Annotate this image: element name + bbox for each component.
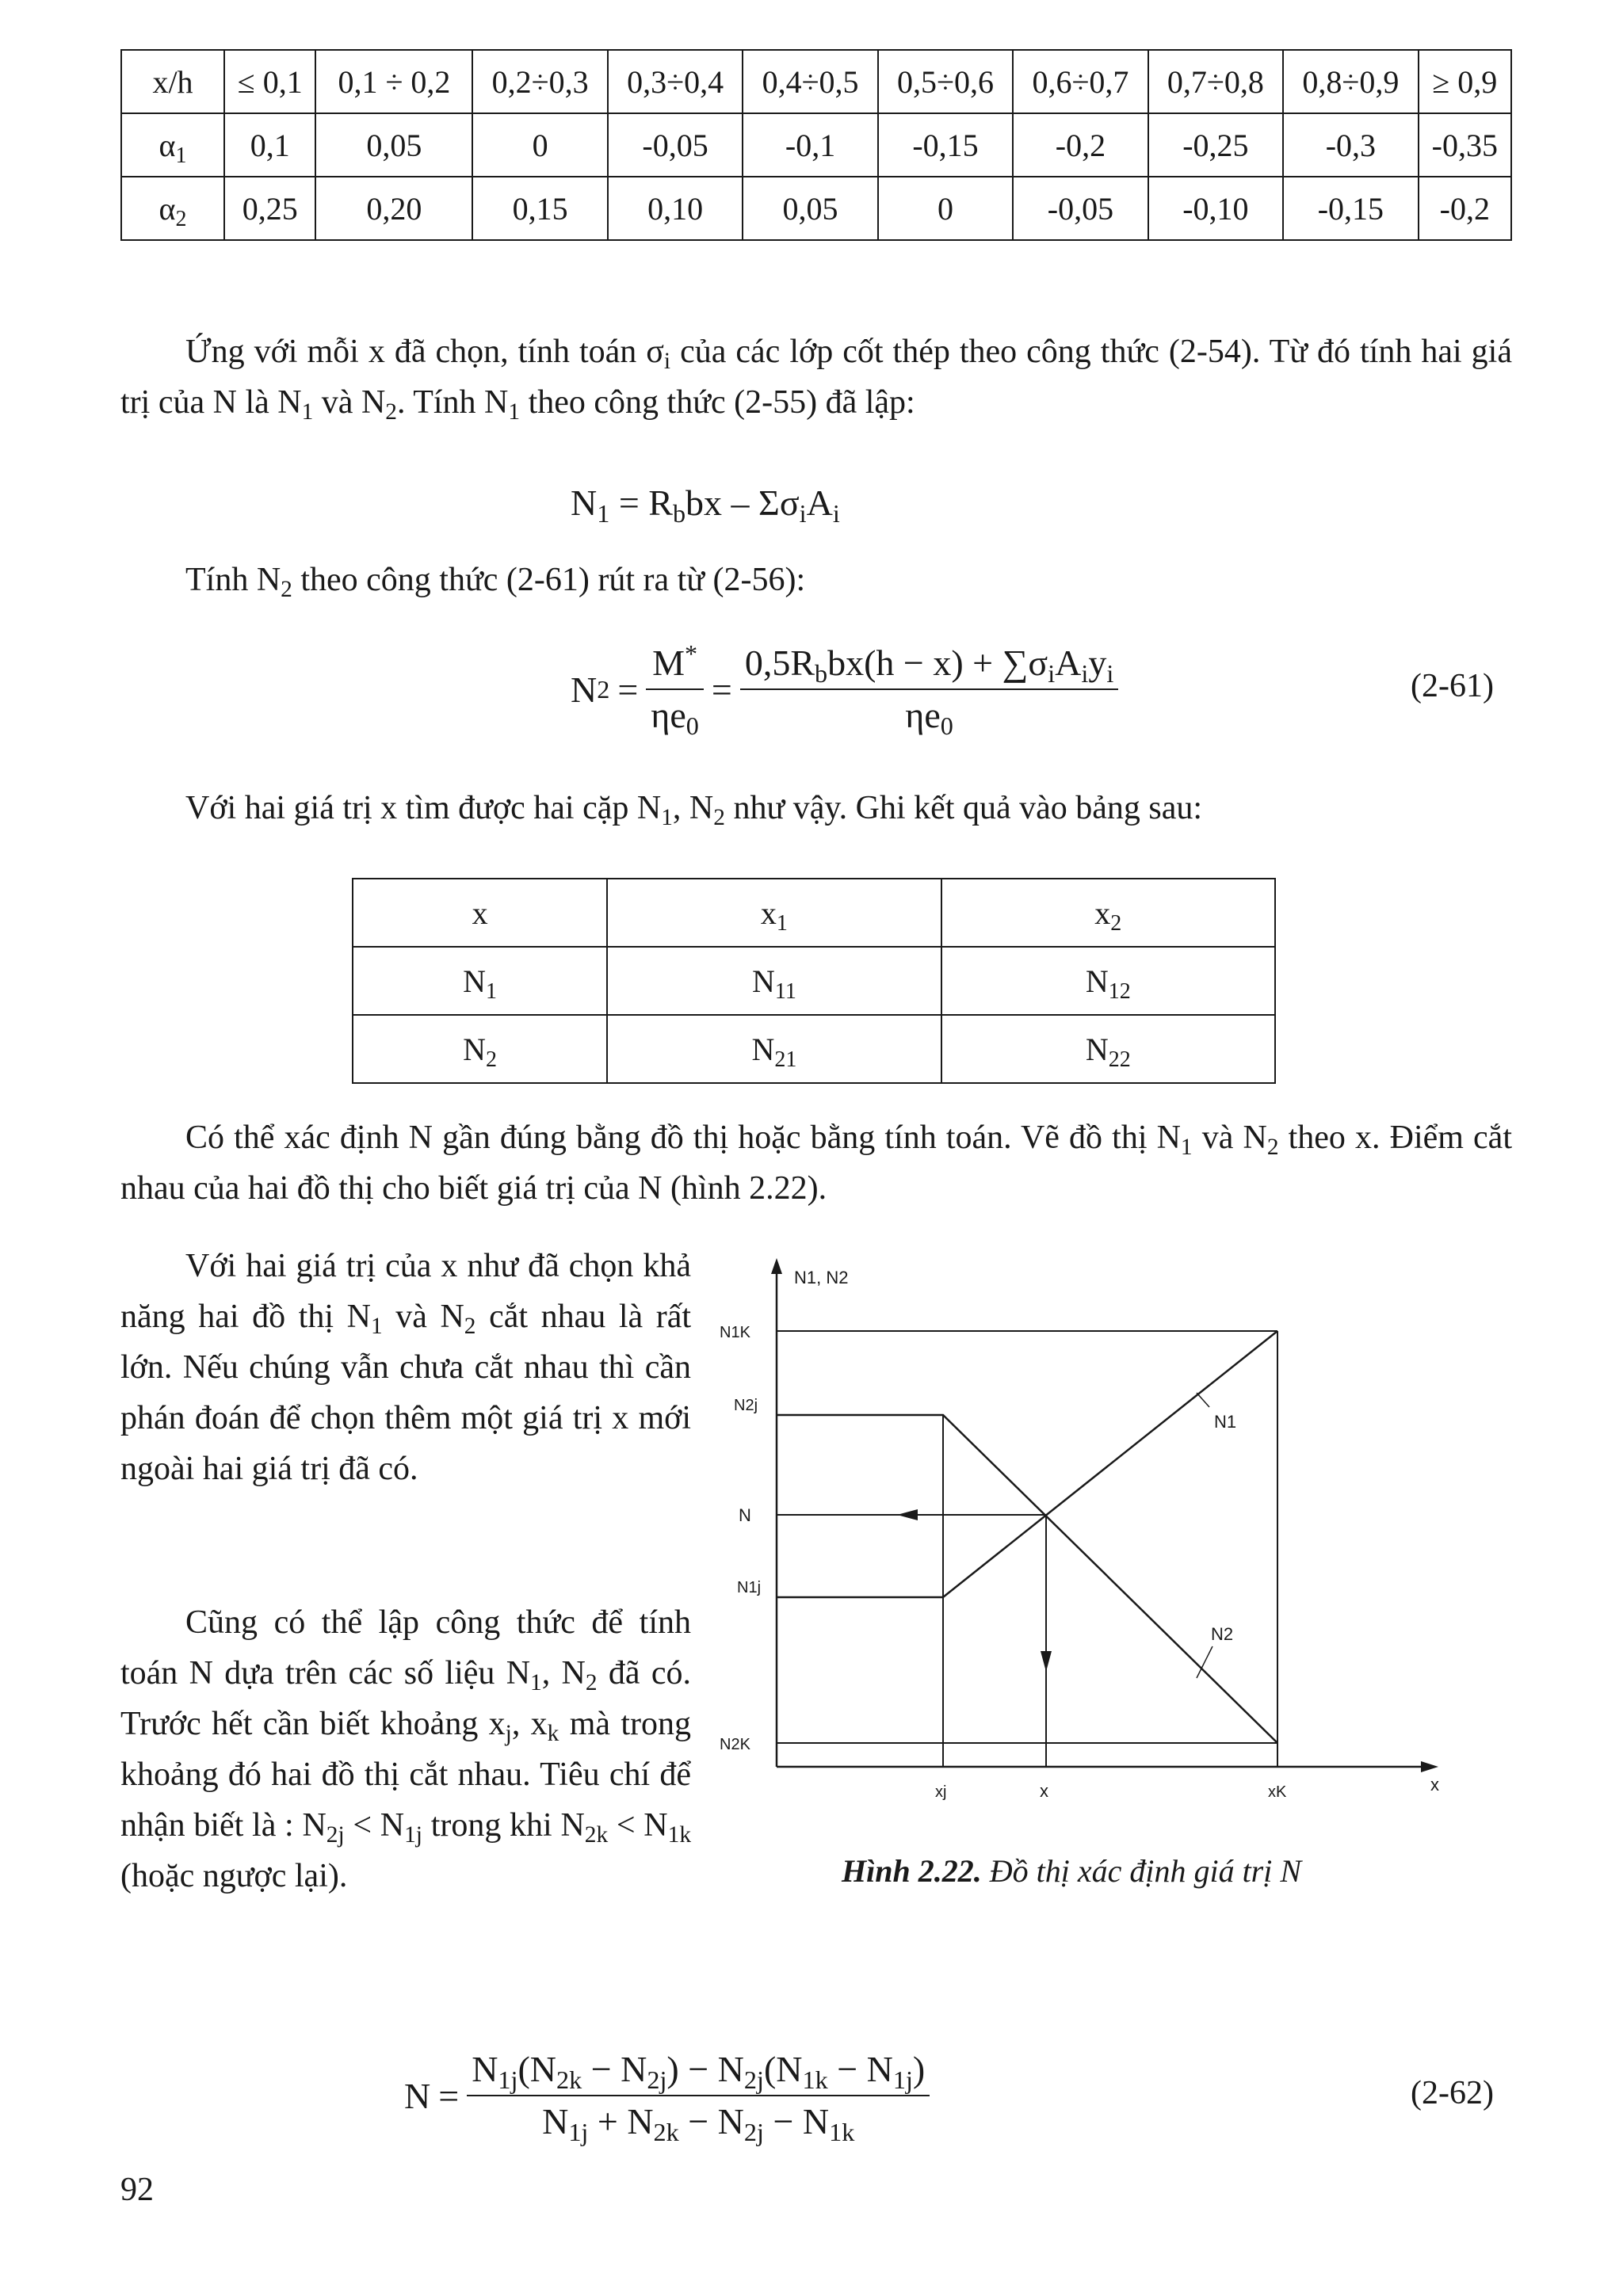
coef-cell: 0,4÷0,5 xyxy=(743,50,877,113)
coef-cell: 0,05 xyxy=(743,177,877,240)
n2-curve xyxy=(777,1415,1277,1743)
n1j-label: N1j xyxy=(737,1579,762,1596)
coef-cell: 0,1 ÷ 0,2 xyxy=(315,50,472,113)
fraction-n-formula: $\frac{N_{1j}(N_{2k} - N_{2j}) - N_{2j}(N_{1k} - N_{1j})}{N_{1j} + N_{2k} - N_{2j} - N_{1k}}$ xyxy=(467,2044,930,2147)
coef-cell: -0,2 xyxy=(1013,113,1148,177)
coefficient-table xyxy=(120,49,1512,241)
page-number: 92 xyxy=(120,2172,154,2208)
coef-cell: -0,35 xyxy=(1419,113,1511,177)
n-table-cell: $N_{11}$ xyxy=(607,947,941,1015)
paragraph-formula-method: Cũng có thể lập công thức để tính toán N dựa trên các số liệu $N_1$, $N_2$ đã có. Trước hết cần biết khoảng $x_j$, $x_k$ mà trong khoảng đó hai đồ thị cắt nhau. Tiêu chí để nhận biết là : $N_{2j} < N_{1j}$ trong khi $N_{2k} < N_{1k}$ (hoặc ngược lại). xyxy=(120,1604,692,1894)
n-table-cell: $x_2$ xyxy=(941,879,1275,947)
n1k-label: N1K xyxy=(720,1324,750,1341)
equation-2-61: N 2 = $\frac{M^*}{\eta e_0}$ = $\frac{0,5R_bbx(h - x) + \sum\sigma_iA_iy_i}{\eta e_0}$ xyxy=(571,634,1118,745)
x-label: x xyxy=(1040,1781,1048,1801)
coef-cell: 0 xyxy=(472,113,607,177)
n-table-cell: $N_2$ xyxy=(353,1015,607,1083)
coef-cell: ≥ 0,9 xyxy=(1419,50,1511,113)
equation-2-62: N = $\frac{N_{1j}(N_{2k} - N_{2j}) - N_{2j}(N_{1k} - N_{1j})}{N_{1j} + N_{2k} - N_{2j} - N_{1k}}$ xyxy=(404,2036,930,2155)
coef-cell: 0,1 xyxy=(224,113,315,177)
coef-cell: 0,10 xyxy=(608,177,743,240)
coef-cell: 0,5÷0,6 xyxy=(878,50,1013,113)
figure-2-22 xyxy=(713,1252,1506,1838)
coef-cell: 0 xyxy=(878,177,1013,240)
n-label: N xyxy=(739,1505,751,1525)
y-axis-arrow xyxy=(771,1258,782,1274)
n2k-label: N2K xyxy=(720,1736,750,1753)
equation-number-2-62: (2-62) xyxy=(1411,2075,1494,2111)
n-table-cell: $N_{22}$ xyxy=(941,1015,1275,1083)
coef-cell: -0,15 xyxy=(1283,177,1418,240)
fraction-m-over-eta-e0: $\frac{M^*}{\eta e_0}$ xyxy=(646,638,704,741)
coef-row-header: $\alpha_1$ xyxy=(121,113,224,177)
coef-cell: 0,20 xyxy=(315,177,472,240)
coef-row xyxy=(121,50,1511,113)
coef-cell: -0,1 xyxy=(743,113,877,177)
n2j-label: N2j xyxy=(734,1397,758,1414)
coef-cell: -0,05 xyxy=(608,113,743,177)
n-table-cell: x xyxy=(353,879,607,947)
coef-cell: 0,7÷0,8 xyxy=(1148,50,1283,113)
fraction-full-expression: $\frac{0,5R_bbx(h - x) + \sum\sigma_iA_iy_i}{\eta e_0}$ xyxy=(740,638,1119,741)
n-results-table xyxy=(352,878,1276,1084)
coef-row-header: $\alpha_2$ xyxy=(121,177,224,240)
n2-curve-label: N2 xyxy=(1211,1624,1234,1644)
figure-caption: Hình 2.22. Đồ thị xác định giá trị N xyxy=(842,1853,1302,1889)
n1-curve xyxy=(777,1331,1277,1597)
coef-cell: 0,25 xyxy=(224,177,315,240)
coef-cell: 0,15 xyxy=(472,177,607,240)
coef-cell: 0,8÷0,9 xyxy=(1283,50,1418,113)
coef-cell: 0,6÷0,7 xyxy=(1013,50,1148,113)
n1-curve-label: N1 xyxy=(1214,1412,1237,1432)
y-axis-label: N1, N2 xyxy=(794,1268,849,1287)
paragraph-intersection: Với hai giá trị của x như đã chọn khả năng hai đồ thị $N_1$ và $N_2$ cắt nhau là rất lớn. Nếu chúng vẫn chưa cắt nhau thì cần phán đoán để chọn thêm một giá trị x mới ngoài hai giá trị đã có. xyxy=(120,1248,691,1487)
n2-leader xyxy=(1197,1646,1212,1678)
x-axis-arrow xyxy=(1421,1761,1438,1772)
coef-cell: -0,10 xyxy=(1148,177,1283,240)
n1-leader xyxy=(1197,1393,1209,1407)
coef-row-header: x/h xyxy=(121,50,224,113)
coef-row xyxy=(121,177,1511,240)
xj-label: xj xyxy=(935,1783,947,1801)
n-table-row xyxy=(353,947,1275,1015)
coef-cell: -0,15 xyxy=(878,113,1013,177)
coef-cell: 0,3÷0,4 xyxy=(608,50,743,113)
n-table-row xyxy=(353,1015,1275,1083)
equation-n1: $N_1 = R_bbx - \Sigma\sigma_iA_i$ xyxy=(571,482,840,528)
coef-cell: ≤ 0,1 xyxy=(224,50,315,113)
paragraph-n2-intro: Tính $N_2$ theo công thức (2-61) rút ra từ (2-56): xyxy=(185,562,806,603)
coef-cell: 0,2÷0,3 xyxy=(472,50,607,113)
coef-row xyxy=(121,113,1511,177)
n-table-cell: $N_{21}$ xyxy=(607,1015,941,1083)
paragraph-graph-method: Có thể xác định N gần đúng bằng đồ thị hoặc bằng tính toán. Vẽ đồ thị $N_1$ và $N_2$ theo x. Điểm cắt nhau của hai đồ thị cho biết giá trị của N (hình 2.22). xyxy=(120,1119,1512,1207)
coef-cell: -0,05 xyxy=(1013,177,1148,240)
n-table-row xyxy=(353,879,1275,947)
xk-label: xK xyxy=(1268,1783,1287,1801)
x-axis-label: x xyxy=(1430,1775,1439,1794)
paragraph-sigma-calculation: Ứng với mỗi x đã chọn, tính toán $\sigma_i$ của các lớp cốt thép theo công thức (2-54). Từ đó tính hai giá trị của N là $N_1$ và $N_2$. Tính $N_1$ theo công thức (2-55) đã lập: xyxy=(120,334,1512,425)
n-table-cell: $N_1$ xyxy=(353,947,607,1015)
coef-cell: 0,05 xyxy=(315,113,472,177)
coef-cell: -0,3 xyxy=(1283,113,1418,177)
x-drop-arrow xyxy=(1041,1651,1052,1672)
n-table-cell: $N_{12}$ xyxy=(941,947,1275,1015)
paragraph-results-intro: Với hai giá trị x tìm được hai cặp $N_1$, $N_2$ như vậy. Ghi kết quả vào bảng sau: xyxy=(185,790,1203,831)
coef-cell: -0,2 xyxy=(1419,177,1511,240)
equation-number-2-61: (2-61) xyxy=(1411,668,1494,704)
n-arrow xyxy=(897,1509,918,1520)
coef-cell: -0,25 xyxy=(1148,113,1283,177)
n-table-cell: $x_1$ xyxy=(607,879,941,947)
